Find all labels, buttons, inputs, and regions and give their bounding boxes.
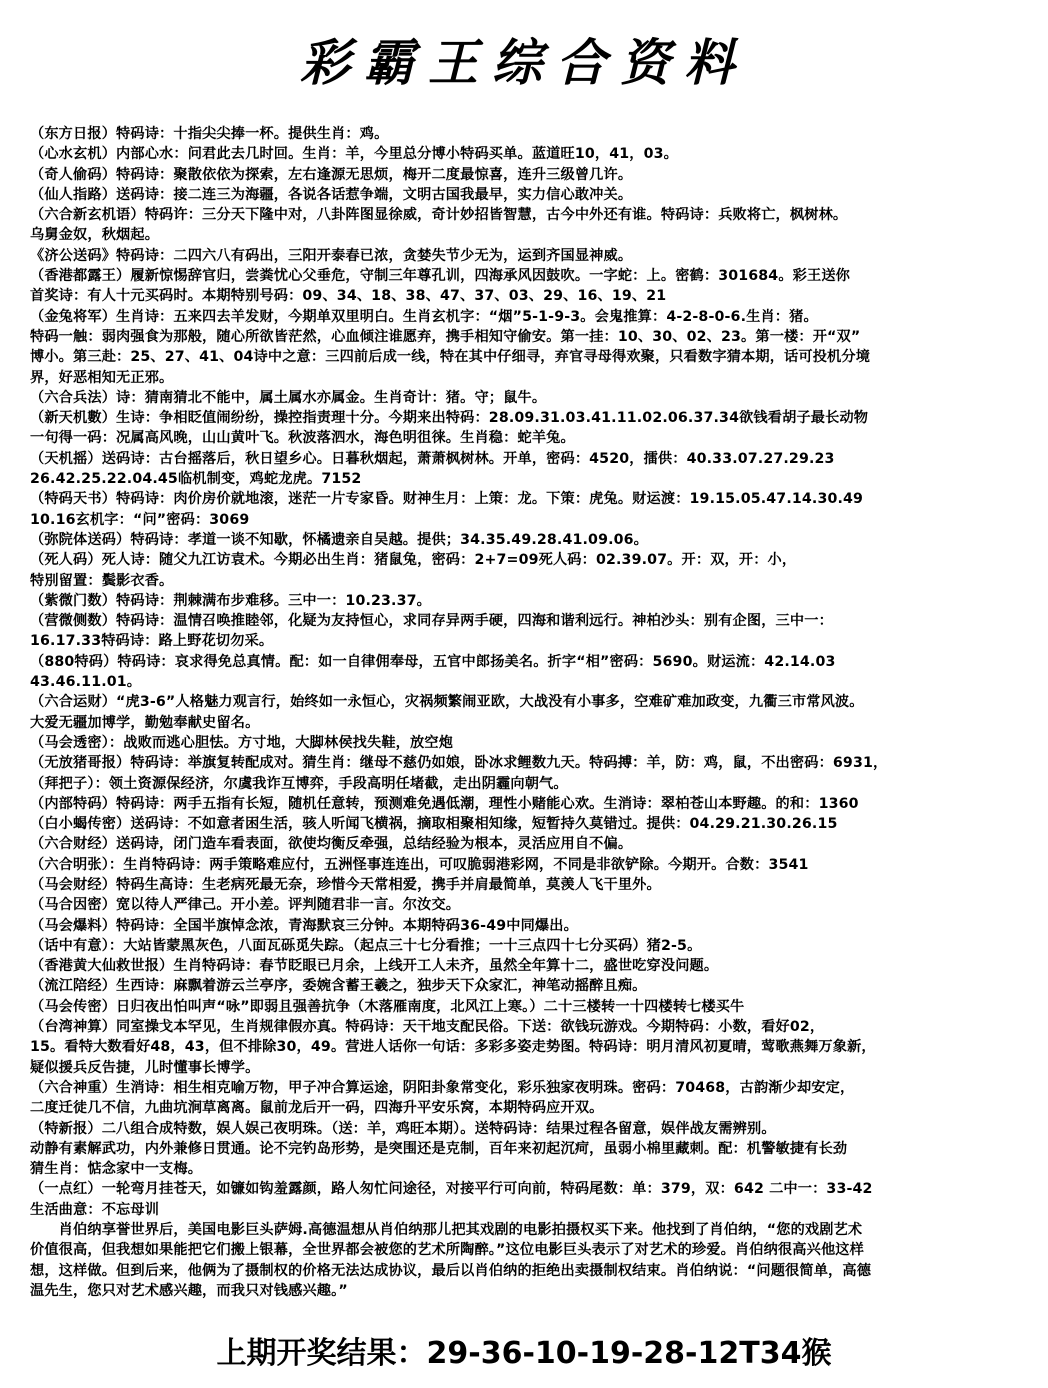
text-line: 首奖诗：有人十元买码时。本期特别号码：09、34、18、38、47、37、03、29、16、19、21: [30, 288, 667, 305]
text-line: （心水玄机）内部心水：问君此去几时回。生肖：羊，今里总分博小特码买单。蓝道旺10，41，03。: [30, 146, 678, 163]
text-line: （新天机數）生诗：争相眨值闹纷纷，操控指责理十分。今期来出特码：28.09.31.03.41.11.02.06.37.34欲钱看胡子最长动物: [30, 410, 869, 427]
text-line: （紫微门数）特码诗：荆棘满布步难移。三中一：10.23.37。: [30, 592, 431, 609]
text-line: （话中有意）：大站皆蒙黑灰色，八面瓦砾觅失踪。（起点三十七分看推；一十三点四十七分买码）猪2-5。: [30, 937, 702, 954]
text-line: （营微侧数）特码诗：温情召唤推睦邻，化疑为友持恒心，求同存异两手硬，四海和谐利远行。神柏沙头：别有企图，三中一：: [30, 613, 833, 630]
text-line: 肖伯纳享誉世界后，美国电影巨头萨姆.高德温想从肖伯纳那儿把其戏剧的电影拍摄权买下来。他找到了肖伯纳，“您的戏剧艺术: [30, 1222, 863, 1239]
text-line: （白小蝎传密）送码诗：不如意者困生活，骇人听闻飞横祸，摘取相聚相知缘，短暂持久莫错过。提供：04.29.21.30.26.15: [30, 816, 838, 833]
text-line: 大爱无疆加博学，勤勉奉献史留名。: [30, 714, 260, 731]
text-line: （台湾神算）同室操戈本罕见，生肖规律假亦真。特码诗：天干地支配民俗。下送：欲钱玩游戏。今期特码：小数，看好02，: [30, 1019, 825, 1036]
text-line: （六合新玄机语）特码许：三分天下隆中对，八卦阵图显徐威，奇计妙招皆智慧，古今中外还有谁。特码诗：兵败将亡，枫树林。: [30, 207, 848, 224]
text-line: （六合明张）：生肖特码诗：两手策略难应付，五洲怪事连连出，可叹脆弱港彩网，不同是非欲铲除。今期开。合数：3541: [30, 856, 809, 873]
text-line: （东方日报）特码诗：十指尖尖捧一杯。提供生肖：鸡。: [30, 126, 389, 142]
content-body: [30, 124, 1040, 1301]
text-line: （马会透密）：战败而逃心胆怯。方寸地，大脚林侯找失鞋，放空炮: [30, 734, 454, 751]
text-line: （天机摇）送码诗：古台摇落后，秋日望乡心。日暮秋烟起，萧萧枫树林。开单，密码：4520，擂供：40.33.07.27.29.23: [30, 450, 835, 467]
text-line: 二度迁徒几不信，九曲坑涧草离离。鼠前龙后开一码，四海升平安乐窝，本期特码应开双。: [30, 1100, 604, 1117]
text-line: 10.16玄机字：“问”密码：3069: [30, 511, 250, 528]
text-line: （流江陪经）生西诗：麻飘着游云兰亭序，委婉含蓄王羲之，独步天下众家汇，神笔动摇醉且痴。: [30, 978, 647, 995]
text-line: （无放猪哥报）特码诗：举旗复转配成对。猜生肖：继母不慈仍如娘，卧冰求鲤数九天。特码搏：羊，防：鸡，鼠，不出密码：6931，: [30, 755, 888, 772]
text-line: （特码天书）特码诗：肉价房价就地滚，迷茫一片专家昏。财神生月：上策：龙。下策：虎兔。财运渡：19.15.05.47.14.30.49: [30, 491, 864, 508]
text-line: 特码一触：弱肉强食为那般，随心所欲皆茫然，心血倾注谁愿弃，携手相知守偷安。第一挂：10、30、02、23。第一楼：开“双”: [30, 328, 861, 345]
text-line: 动静有素解武功，内外兼修日贯通。论不完钓岛形势，是突围还是克制，百年来初起沉疴，虽弱小棉里藏刺。配：机警敏捷有长劲: [30, 1140, 848, 1157]
text-line: 15。看特大数看好48，43，但不排除30，49。营进人话你一句话：多彩多姿走势图。特码诗：明月清风初夏晴，莺歌燕舞万象新，: [30, 1039, 876, 1056]
text-line: （香港都露王）履新惊惕辞官归，尝粪忧心父垂危，守制三年尊孔训，四海承风因鼓吹。一字蛇：上。密鹤：301684。彩王送你: [30, 268, 851, 285]
text-line: 温先生，您只对艺术感兴趣，而我只对钱感兴趣。”: [30, 1282, 348, 1299]
text-line: （香港黄大仙救世报）生肖特码诗：春节眨眼已月余，上线开工人未齐，虽然全年算十二，盛世吃穿没问题。: [30, 958, 719, 975]
text-line: （弥院体送码）特码诗：孝道一谈不知歇，怀橘遗亲自吴越。提供；34.35.49.28.41.09.06。: [30, 531, 649, 548]
text-line: （880特码）特码诗：哀求得免总真情。配：如一自律佣奉母，五官中郎扬美名。折字“相”密码：5690。财运流：42.14.03: [30, 653, 836, 670]
text-line: 博小。第三赴：25、27、41、04诗中之意：三四前后成一线，特在其中仔细寻，弃官寻母得欢聚，只看数字猜本期，话可投机分境: [30, 349, 871, 366]
text-line: 一句得一码：况属高风晚，山山黄叶飞。秋波落泗水，海色明徂徕。生肖稳：蛇羊兔。: [30, 430, 575, 447]
text-line: （马会爆料）特码诗：全国半旗悼念浓，青海默哀三分钟。本期特码36-49中同爆出。: [30, 917, 578, 934]
text-line: 《济公送码》特码诗：二四六八有码出，三阳开泰春已浓，贪婪失节少无为，运到齐国显神威。: [30, 247, 633, 264]
text-line: （死人码）死人诗：随父九江访袁术。今期必出生肖：猪鼠兔，密码：2+7=09死人码：02.39.07。开：双，开：小，: [30, 552, 797, 569]
text-line: （六合财经）送码诗，闭门造车看表面，欲使均衡反牵强，总结经验为根本，灵活应用自不偏。: [30, 836, 633, 853]
text-line: 26.42.25.22.04.45临机制变，鸡蛇龙虎。7152: [30, 471, 362, 488]
text-line: （马会传密）日归夜出怕叫声“咏”即弱且强善抗争（木落雁南度，北风江上寒。）二十三楼转一十四楼转七楼买牛: [30, 998, 745, 1015]
text-line: （奇人偷码）特码诗：聚散依依为探索，左右逢源无思烦，梅开二度最惊喜，连升三级曾几许。: [30, 166, 633, 183]
text-line: 43.46.11.01。: [30, 674, 142, 691]
text-line: 猜生肖：惦念家中一支梅。: [30, 1161, 203, 1178]
text-line: （马会财经）特码生高诗：生老病死最无奈，珍惜今天常相爱，携手并肩最简单，莫羡人飞干里外。: [30, 876, 661, 893]
text-line: （马合因密）宽以待人严律己。开小差。评判随君非一言。尔汝交。: [30, 897, 461, 914]
text-line: 16.17.33特码诗：路上野花切勿采。: [30, 633, 274, 650]
text-line: 想，这样做。但到后来，他俩为了摄制权的价格无法达成协议，最后以肖伯纳的拒绝出卖摄制权结束。肖伯纳说：“问题很简单，高德: [30, 1262, 872, 1279]
text-line: 疑似援兵反告捷，儿时懂事长博学。: [30, 1059, 260, 1076]
text-line: （六合运财）“虎3-6”人格魅力观言行，始终如一永恒心，灾祸频繁闹亚欧，大战没有小事多，空难矿难加政变，九衢三市常风波。: [30, 694, 864, 711]
text-line: （仙人指路）送码诗：接二连三为海疆，各说各话惹争端，文明古国我最早，实力信心敢冲关。: [30, 186, 633, 203]
text-line: 特別留置：鬓影衣香。: [30, 572, 174, 589]
page-title: 彩霸王综合资料: [300, 33, 748, 92]
text-line: （六合兵法）诗：猜南猜北不能中，属土属水亦属金。生肖奇计：猪。守；鼠牛。: [30, 389, 547, 406]
text-line: 界，好恶相知无正邪。: [30, 369, 174, 386]
text-line: （六合神重）生消诗：相生相克喻万物，甲子冲合算运途，阴阳卦象常变化，彩乐独家夜明珠。密码：70468，古韵渐少却安定，: [30, 1079, 855, 1096]
last-draw-result: 上期开奖结果：29-36-10-19-28-12T34猴: [216, 1336, 832, 1371]
text-line: （一点红）一轮弯月挂苍天，如镰如钩羞露颜，路人匆忙问途径，对接平行可向前，特码尾数：单：379，双：642 二中一：33-42: [30, 1181, 873, 1198]
text-line: 生活曲意：不忘母训: [30, 1201, 160, 1218]
text-line: 乌舅金奴，秋烟起。: [30, 227, 160, 244]
text-line: （金兔将军）生肖诗：五来四去羊发财，今期单双里明白。生肖玄机字：“烟”5-1-9-3。会鬼推算：4-2-8-0-6.生肖：猪。: [30, 308, 818, 325]
text-line: （拜把子）：领土资源保经济，尔虞我诈互博弈，手段高明任堵截，走出阴霾向朝气。: [30, 775, 568, 792]
text-line: （内部特码）特码诗：两手五指有长短，随机任意转，预测难免遇低潮，理性小赌能心欢。生消诗：翠柏苍山本野趣。的和：1360: [30, 795, 859, 812]
text-line: （特新报）二八组合成特数，娱人娱己夜明珠。（送：羊，鸡旺本期）。送特码诗：结果过程各留意，娱伴战友需辨别。: [30, 1120, 776, 1137]
text-line: 价值很高，但我想如果能把它们搬上银幕，全世界都会被您的艺术所陶醉。”这位电影巨头表示了对艺术的珍爱。肖伯纳很高兴他这样: [30, 1242, 864, 1259]
